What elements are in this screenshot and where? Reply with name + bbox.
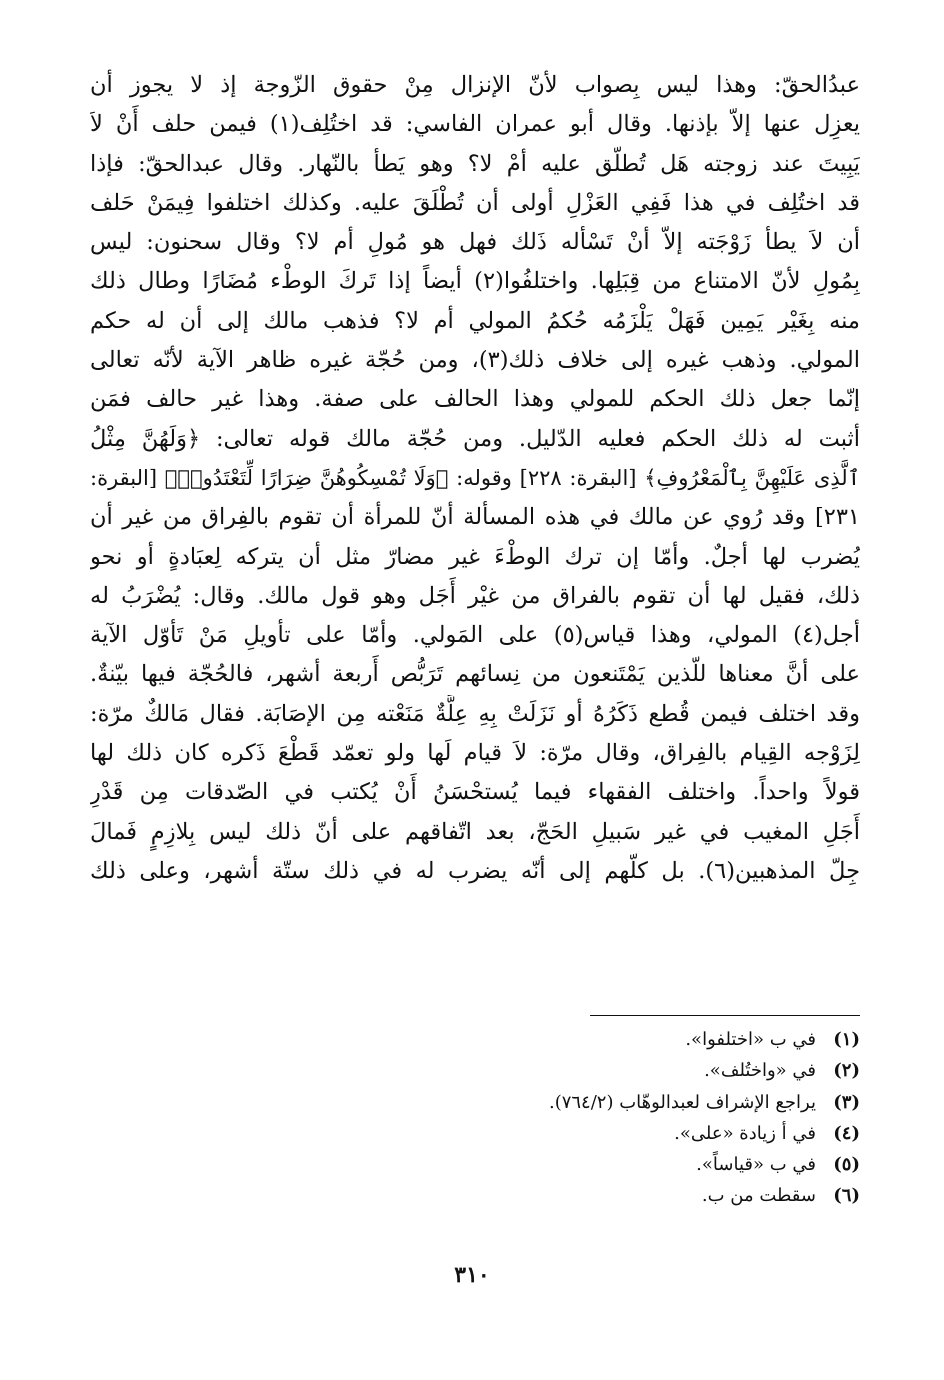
text-line: يَبِيتَ عند زوجته هَل تُطلّق عليه أمْ لا؟ وهو يَطأ بالنّهار. وقال عبدالحقّ: فإذا <box>90 150 860 177</box>
footnote-text: في «واختُلف». <box>704 1060 816 1082</box>
footnote-text: في ب «قياساً». <box>696 1154 816 1176</box>
main-text-block <box>90 66 860 891</box>
footnote <box>250 1055 860 1086</box>
text-line: منه بِغَيْر يَمِين فَهَلْ يَلْزَمُه حُكمُ المولي أم لا؟ فذهب مالك إلى أن له حكم <box>90 307 860 334</box>
text-line: يعزِل عنها إلاّ بإذنها. وقال أبو عمران الفاسي: قد اختُلِف(١) فيمن حلف أَنْ لاَ <box>90 111 860 138</box>
footnote-number: (٤) <box>833 1122 860 1144</box>
text-line: إنّما جعل ذلك الحكم للمولي وهذا الحالف على صفة. وهذا غير حالف فمَن <box>90 386 860 413</box>
text-line: ٱلَّذِى عَلَيْهِنَّ بِٱلْمَعْرُوفِ﴾ [البقرة: ٢٢٨] وقوله: ﴿وَلَا تُمْسِكُوهُنَّ ضِرَارًا لِّتَعْتَدُوا۟﴾ [البقرة: <box>90 465 860 490</box>
footnote-number: (١) <box>833 1029 860 1050</box>
text-line: أَجَلِ المغيب في غير سَبيلِ الحَجّ، بعد اتّفاقهم على أنّ ذلك ليس بِلازِمٍ فَمالَ <box>90 818 860 845</box>
text-line: المولي. وذهب غيره إلى خلاف ذلك(٣)، ومن حُجّة غيره ظاهر الآية لأنّه تعالى <box>90 347 860 374</box>
footnote <box>250 1180 860 1211</box>
text-line: قد اختُلِف في هذا فَفِي العَزْلِ أولى أن تُطْلَقَ عليه. وكذلك اختلفوا فِيمَنْ حَلف <box>90 189 860 216</box>
footnote <box>250 1149 860 1180</box>
text-line: بِمُولِ لأنّ الامتناع من قِبَلِها. واختلفُوا(٢) أيضاً إذا تَركَ الوطْء مُضَارًا وطال ذلك <box>90 268 860 295</box>
text-line: ٢٣١] وقد رُوي عن مالك في هذه المسألة أنّ للمرأة أن تقوم بالفِراق من غير أن <box>90 504 860 531</box>
footnote-text: في ب «اختلفوا». <box>685 1029 816 1050</box>
footnote-number: (٥) <box>833 1154 860 1176</box>
page-number: ٣١٠ <box>454 1262 490 1288</box>
footnote-number: (٣) <box>833 1091 860 1113</box>
text-line: أجل(٤) المولي، وهذا قياس(٥) على المَولي. وأمّا على تأويلِ مَنْ تَأوّل الآية <box>90 622 860 649</box>
footnote <box>250 1118 860 1149</box>
footnote-number: (٦) <box>833 1185 860 1207</box>
footnote-text: سقطت من ب. <box>701 1185 816 1207</box>
text-line: على أنَّ معناها للّذين يَمْتَنعون من نِسائهم تَرَبُّص أَربعة أشهر، فالحُجّة فيها بيّنةٌ. <box>90 661 860 688</box>
text-line: جِلّ المذهبين(٦). بل كلّهم إلى أنّه يضرب له في ذلك ستّة أشهر، وعلى ذلك <box>90 857 860 884</box>
footnote-text: في أ زيادة «على». <box>674 1122 816 1144</box>
text-line: وقد اختلف فيمن قُطع ذَكَرُهُ أو نَزَلَتْ بِهِ عِلَّةٌ مَنَعْته مِن الإصَابَة. فقال مَالكٌ مرّة: <box>90 700 860 727</box>
footnote-number: (٢) <box>833 1060 860 1082</box>
text-line: يُضرب لها أجلٌ. وأمّا إن ترك الوطْءَ غير مضارّ مثل أن يتركه لِعبَادةٍ أو نحو <box>90 543 860 570</box>
text-line: لِزَوْجه القِيام بالفِراق، وقال مرّة: لاَ قيام لَها ولو تعمّد قَطْعَ ذَكره كان ذلك لها <box>90 740 860 767</box>
text-line: عبدُالحقّ: وهذا ليس بِصواب لأنّ الإنزال مِنْ حقوق الزّوجة إذ لا يجوز أن <box>90 72 860 98</box>
text-line: قولاً واحداً. واختلف الفقهاء فيما يُستحْسَنُ أَنْ يُكتب في الصّدقات مِن قَدْرِ <box>90 779 860 806</box>
text-line: أثبت له ذلك الحكم فعليه الدّليل. ومن حُجّة مالك قوله تعالى: ﴿وَلَهُنَّ مِثْلُ <box>90 425 860 452</box>
footnote <box>250 1024 860 1055</box>
footnote <box>250 1087 860 1118</box>
footnotes-block <box>250 1024 860 1212</box>
text-line: أن لاَ يطأ زَوْجَته إلاّ أنْ تَسْأله ذَلك فهل هو مُولِ أم لا؟ وقال سحنون: ليس <box>90 229 860 256</box>
text-line: ذلك، فقيل لها أن تقوم بالفراق من غيْر أَجَل وهو قول مالك. وقال: يُضْرَبُ له <box>90 582 860 609</box>
footnote-text: يراجع الإشراف لعبدالوهّاب (٧٦٤/٢). <box>548 1091 816 1113</box>
footnote-separator <box>590 1015 860 1016</box>
